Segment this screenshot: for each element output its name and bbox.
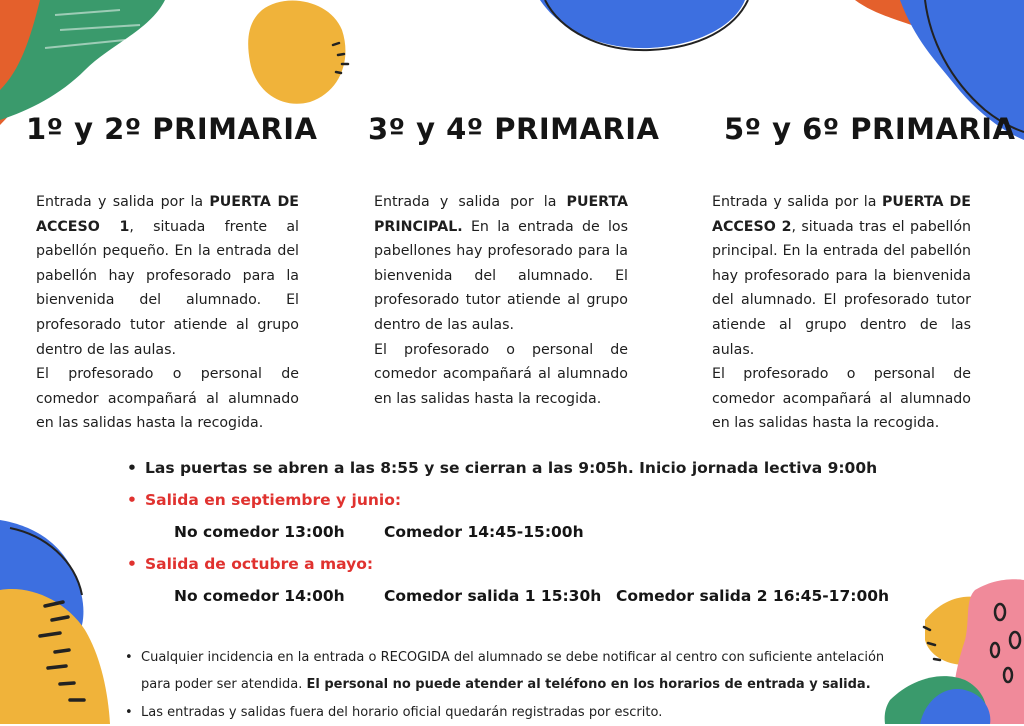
bullet: • (127, 491, 137, 509)
incident-line-2: para poder ser atendida. El personal no puede atender al teléfono en los horarios de entrada y salida. (141, 677, 871, 692)
door-name: PUERTA PRINCIPAL. (374, 194, 628, 235)
column-title-3-4: 3º y 4º PRIMARIA (368, 112, 660, 146)
staff-paragraph: El profesorado o personal de comedor acompañará al alumnado en las salidas hasta la recogida. (36, 366, 299, 432)
door-name: PUERTA DE ACCESO 1 (36, 194, 299, 235)
entry-paragraph: Entrada y salida por la PUERTA DE ACCESO 1, situada frente al pabellón pequeño. En la entrada del pabellón hay profesorado para la bienvenida del alumnado. El profesorado tutor atiende al grupo dentro de las aulas. (36, 194, 300, 358)
bullet: • (125, 705, 133, 720)
top-left-blob (0, 0, 165, 125)
oct-may-no-comedor: No comedor 14:00h (174, 587, 345, 605)
bottom-left-blob (0, 520, 110, 724)
door-name: PUERTA DE ACCESO 2 (712, 194, 971, 235)
bottom-right-blob (885, 579, 1024, 724)
registry-note: • Las entradas y salidas fuera del horario oficial quedarán registradas por escrito. (141, 699, 662, 726)
oct-may-comedor-1: Comedor salida 1 15:30h (384, 587, 602, 605)
sept-june-heading: • Salida en septiembre y junio: (127, 491, 402, 509)
staff-paragraph: El profesorado o personal de comedor acompañará al alumnado en las salidas hasta la recogida. (374, 341, 628, 407)
column-title-1-2: 1º y 2º PRIMARIA (26, 112, 318, 146)
bullet: • (125, 650, 133, 665)
column-text-3-4 (374, 190, 628, 411)
column-text-1-2 (36, 190, 299, 436)
top-blue-blob (540, 0, 748, 50)
entry-paragraph: Entrada y salida por la PUERTA DE ACCESO 2, situada tras el pabellón principal. En la entrada del pabellón hay profesorado para la bienvenida del alumnado. El profesorado tutor atiende al grupo dentro de las aulas. (712, 194, 971, 358)
staff-paragraph: El profesorado o personal de comedor acompañará al alumnado en las salidas hasta la recogida. (712, 366, 971, 432)
column-text-5-6 (712, 190, 971, 436)
doors-schedule: • Las puertas se abren a las 8:55 y se cierran a las 9:05h. Inicio jornada lectiva 9:00h (127, 459, 878, 477)
incident-note (125, 644, 885, 698)
sept-june-comedor: Comedor 14:45-15:00h (384, 523, 584, 541)
bullet: • (127, 459, 137, 477)
phone-warning: El personal no puede atender al teléfono en los horarios de entrada y salida. (306, 677, 871, 692)
bullet: • (127, 555, 137, 573)
column-title-5-6: 5º y 6º PRIMARIA (724, 112, 1016, 146)
sept-june-no-comedor: No comedor 13:00h (174, 523, 345, 541)
entry-paragraph: Entrada y salida por la PUERTA PRINCIPAL. En la entrada de los pabellones hay profesorado para la bienvenida del alumnado. El profesorado tutor atiende al grupo dentro de las aulas. (374, 194, 628, 333)
top-yellow-blob (248, 0, 348, 103)
oct-may-heading: • Salida de octubre a mayo: (127, 555, 374, 573)
oct-may-comedor-2: Comedor salida 2 16:45-17:00h (616, 587, 890, 605)
incident-line-1: Cualquier incidencia en la entrada o RECOGIDA del alumnado se debe notificar al centro con suficiente antelación (141, 650, 885, 665)
